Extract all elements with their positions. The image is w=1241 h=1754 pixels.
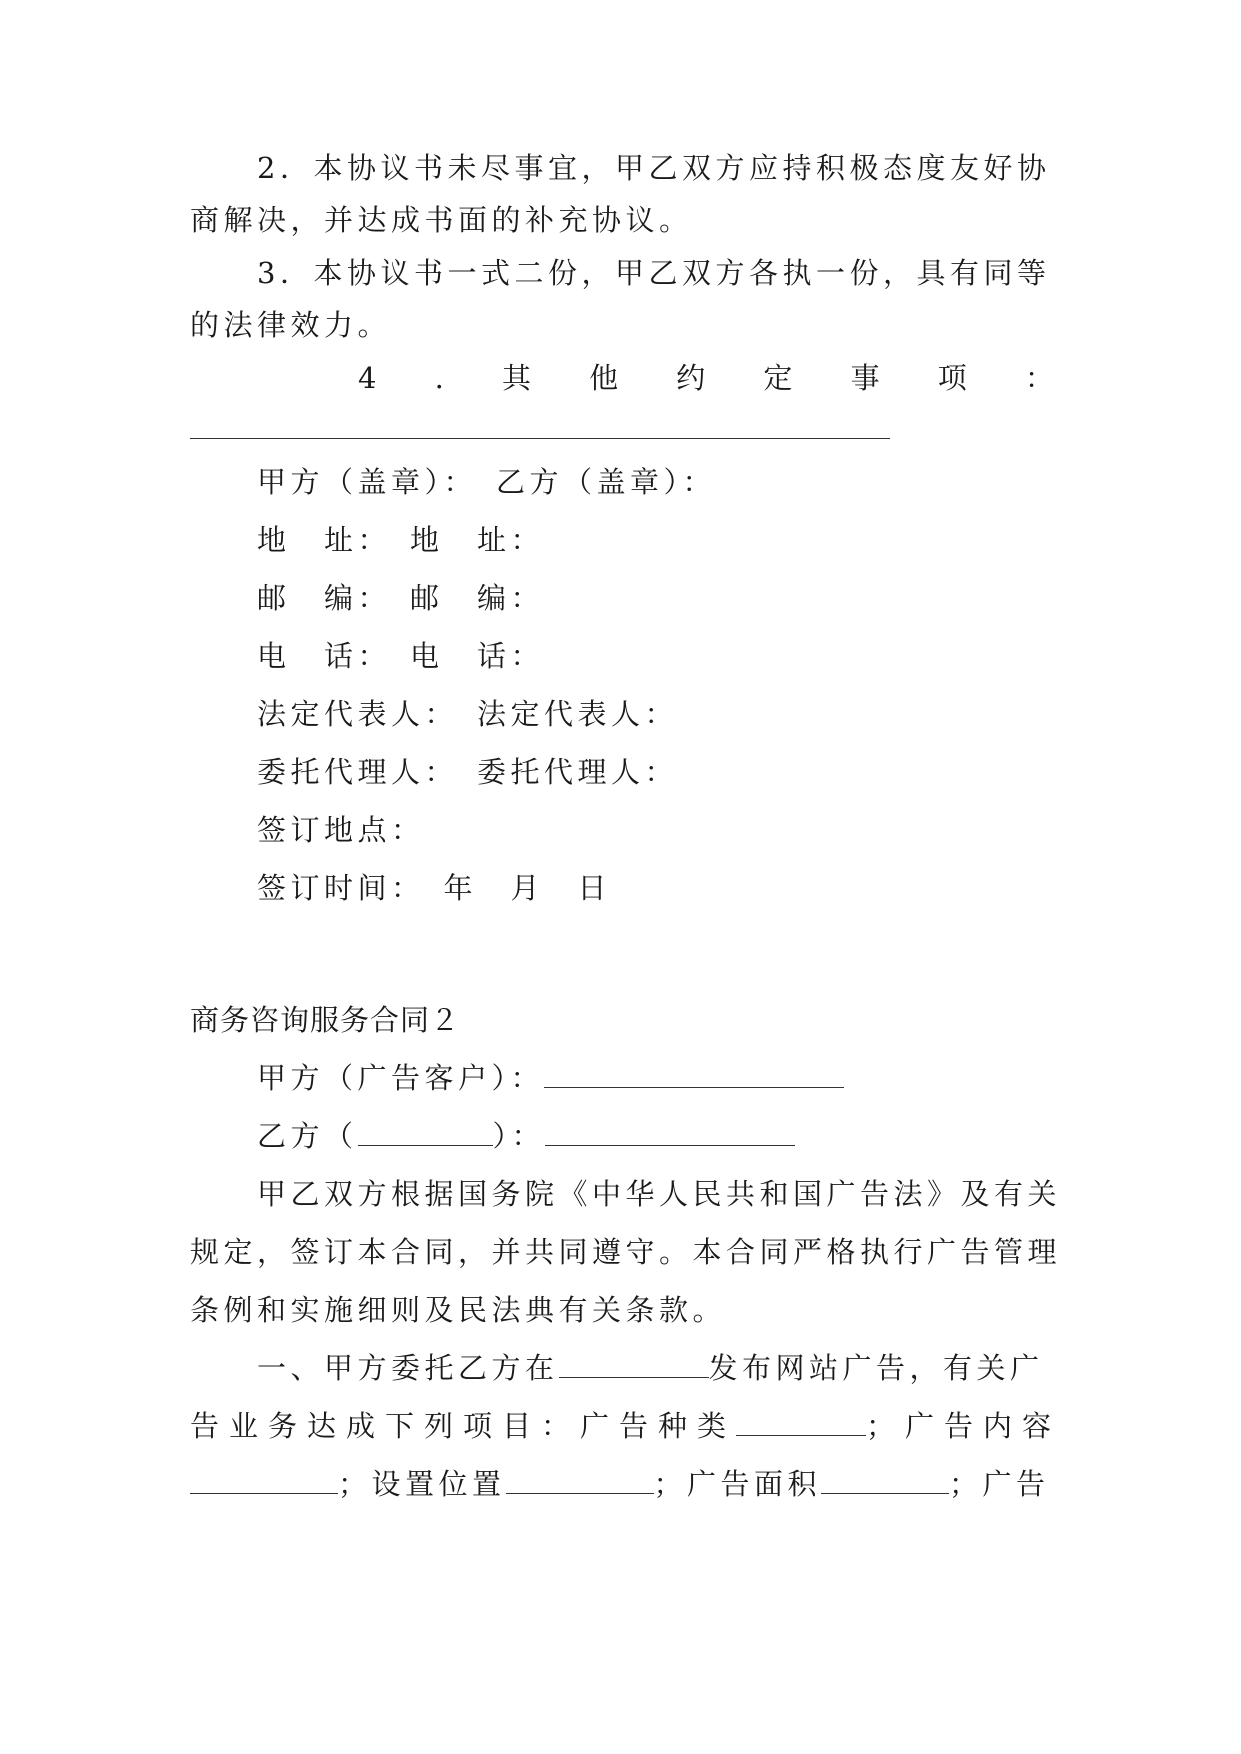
clause-4-char: 项: [937, 361, 967, 395]
party-a-blank: [544, 1059, 844, 1088]
ad-area-blank: [821, 1465, 949, 1494]
party-b-blank: [545, 1117, 795, 1146]
clause-2-line-2: 商解决，并达成书面的补充协议。: [190, 203, 693, 237]
item-1-text-d: ；广告内容: [866, 1409, 1062, 1443]
item-1-text-b: 发布网站广告，有关广: [708, 1351, 1044, 1385]
intro-line-3: 条例和实施细则及民法典有关条款。: [190, 1293, 727, 1327]
clause-3-line-1: 3．本协议书一式二份，甲乙双方各执一份，具有同等: [257, 256, 1051, 290]
sign-party: 甲方（盖章）： 乙方（盖章）：: [257, 465, 717, 499]
item-1-text-e: ；设置位置: [338, 1467, 506, 1501]
party-a-label: 甲方（广告客户）：: [257, 1061, 545, 1095]
sign-legal-rep: 法定代表人： 法定代表人：: [257, 697, 679, 731]
clause-4-char: 4: [358, 361, 377, 395]
intro-line-2: 规定，签订本合同，并共同遵守。本合同严格执行广告管理: [190, 1235, 1062, 1269]
intro-line-1: 甲乙双方根据国务院《中华人民共和国广告法》及有关: [257, 1177, 1062, 1211]
clause-4-char: .: [434, 361, 444, 395]
sign-time: 签订时间： 年 月 日: [257, 871, 612, 905]
item-1-text-a: 一、甲方委托乙方在: [257, 1351, 559, 1385]
contract-2-title: 商务咨询服务合同２: [190, 1003, 461, 1037]
party-b-suffix: ）：: [492, 1119, 546, 1153]
sign-place: 签订地点：: [257, 813, 425, 847]
item-1-text-g: ；广告: [949, 1467, 1050, 1501]
clause-4-heading: [358, 358, 1054, 398]
clause-4-char: 其: [501, 361, 531, 395]
clause-4-char: 约: [676, 361, 706, 395]
sign-agent: 委托代理人： 委托代理人：: [257, 755, 679, 789]
item-1-location-blank: [559, 1349, 709, 1378]
clause-2-line-1: 2．本协议书未尽事宜，甲乙双方应持积极态度友好协: [257, 151, 1051, 185]
party-b-line: [257, 1116, 1054, 1156]
item-1-text-f: ；广告面积: [653, 1467, 822, 1501]
item-1-line-3: [190, 1464, 1054, 1504]
clause-4-char: 他: [589, 361, 619, 395]
ad-type-blank: [736, 1407, 866, 1436]
sign-postcode: 邮 编： 邮 编：: [257, 581, 545, 615]
ad-position-blank: [506, 1465, 654, 1494]
clause-4-char: 事: [850, 361, 880, 395]
party-b-name-blank: [358, 1117, 493, 1146]
party-b-prefix: 乙方（: [257, 1119, 358, 1153]
clause-3-line-2: 的法律效力。: [190, 308, 392, 342]
sign-address: 地 址： 地 址：: [257, 523, 545, 557]
sign-phone: 电 话： 电 话：: [257, 639, 545, 673]
clause-4-char: 定: [763, 361, 793, 395]
party-a-line: [257, 1058, 1054, 1098]
clause-4-blank-line: [190, 438, 890, 439]
clause-4-char: ：: [1024, 361, 1054, 395]
item-1-text-c: 告业务达成下列项目：广告种类: [190, 1409, 737, 1443]
ad-content-blank: [190, 1465, 338, 1494]
item-1-line-2: [190, 1406, 1062, 1446]
item-1-line-1: [257, 1348, 1054, 1388]
